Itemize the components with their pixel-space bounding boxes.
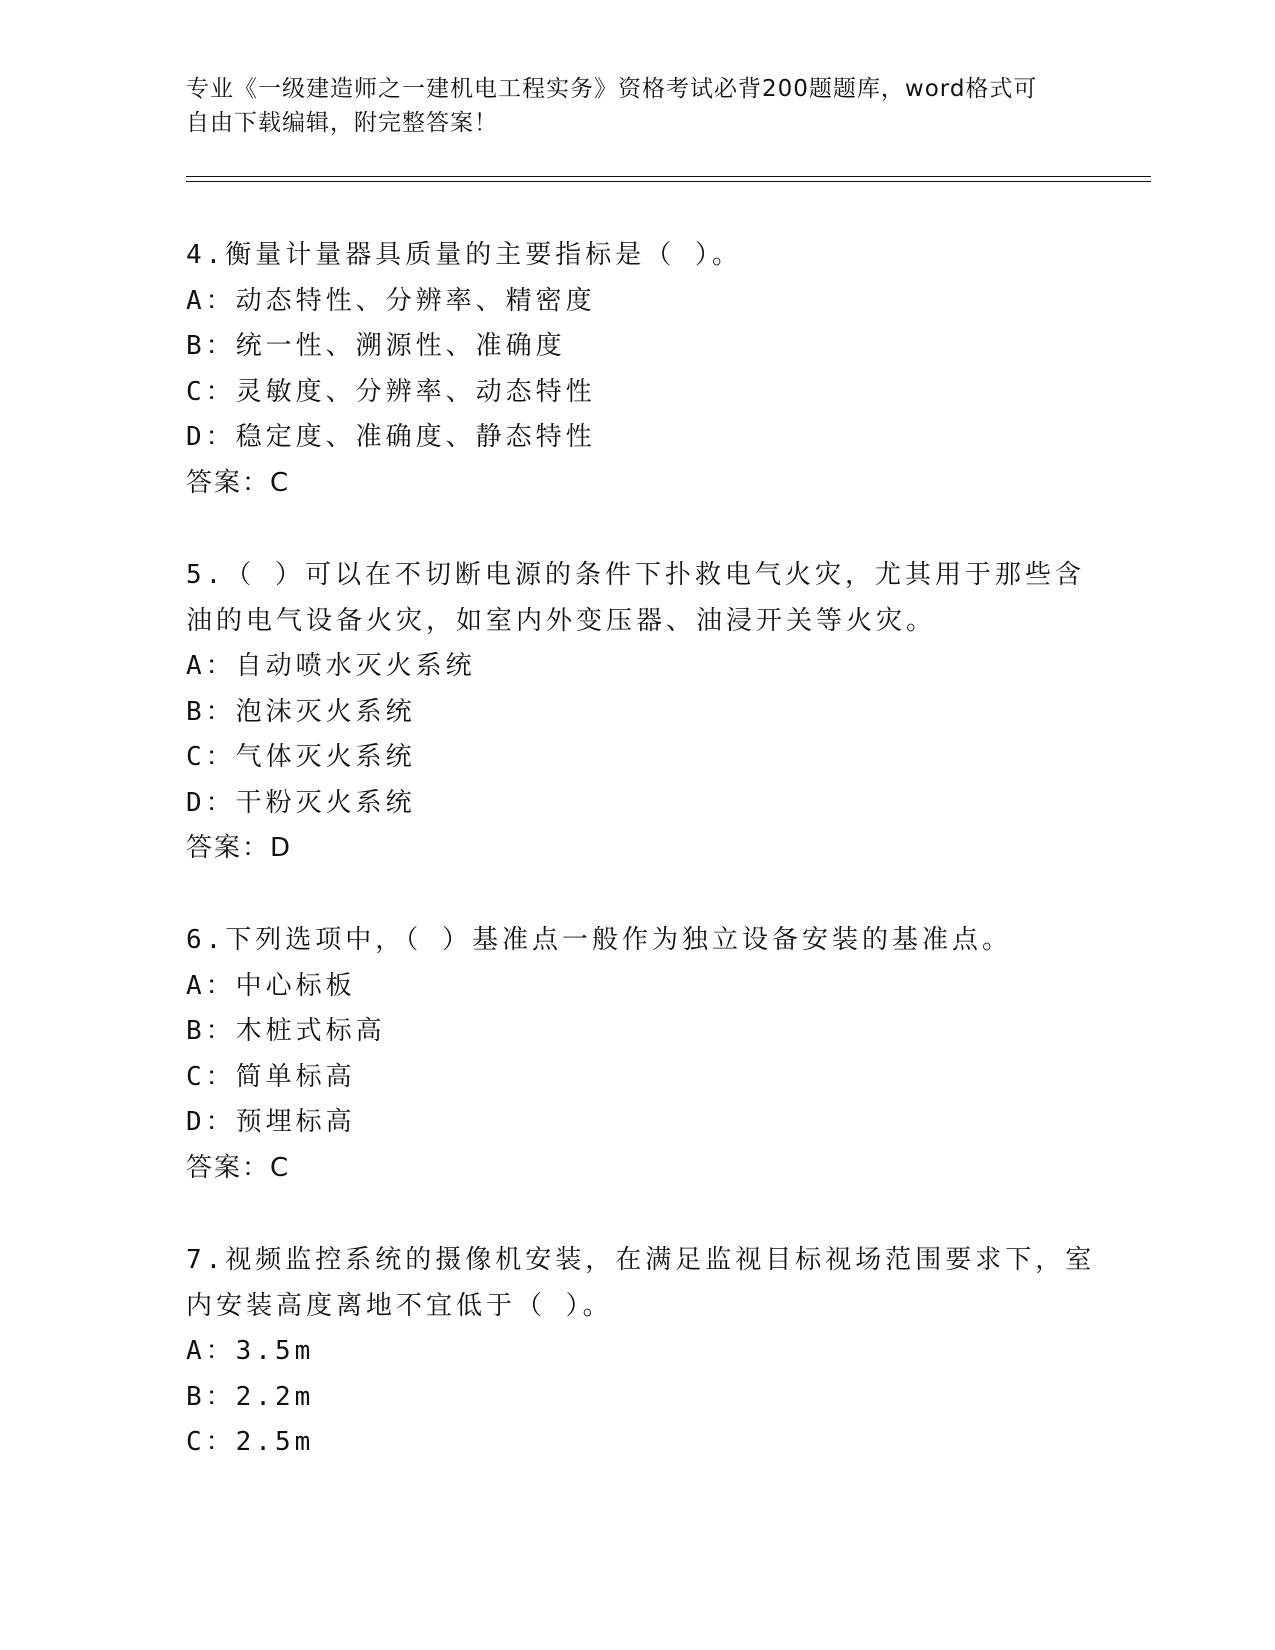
- question-4: [186, 233, 1086, 506]
- option-a: A：中心标板: [186, 970, 356, 1001]
- option-a: A：自动喷水灭火系统: [186, 651, 476, 681]
- question-stem: 7.视频监控系统的摄像机安装，在满足监视目标视场范围要求下，室: [186, 1245, 1096, 1275]
- option-d: D：干粉灭火系统: [186, 787, 416, 818]
- option-b: B：2.2m: [186, 1381, 315, 1412]
- option-b: B：木桩式标高: [186, 1016, 386, 1046]
- header-divider-bottom: [186, 181, 1151, 182]
- option-a: A：动态特性、分辨率、精密度: [186, 285, 596, 316]
- option-c: C：简单标高: [186, 1061, 356, 1092]
- option-b: B：泡沫灭火系统: [186, 696, 416, 727]
- question-stem: 5.（ ）可以在不切断电源的条件下扑救电气火灾，尤其用于那些含: [186, 560, 1085, 590]
- option-b: B：统一性、溯源性、准确度: [186, 331, 566, 361]
- question-7: [186, 1238, 1096, 1466]
- answer-label: 答案：D: [186, 833, 293, 863]
- answer-label: 答案：C: [186, 467, 291, 498]
- answer-label: 答案：C: [186, 1152, 291, 1183]
- option-d: D：稳定度、准确度、静态特性: [186, 422, 596, 452]
- question-stem: 4.衡量计量器具质量的主要指标是（ ）。: [186, 240, 742, 270]
- header-divider-top: [186, 176, 1151, 177]
- document-header: [186, 72, 1066, 140]
- option-c: C：2.5m: [186, 1427, 315, 1457]
- option-c: C：气体灭火系统: [186, 742, 416, 772]
- header-title-line-1: 专业《一级建造师之一建机电工程实务》资格考试必背200题题库，word格式可: [186, 76, 1038, 102]
- option-d: D：预埋标高: [186, 1107, 356, 1137]
- option-c: C：灵敏度、分辨率、动态特性: [186, 376, 596, 407]
- header-title-line-2: 自由下载编辑，附完整答案！: [186, 110, 498, 136]
- question-6: [186, 918, 1086, 1191]
- option-a: A：3.5m: [186, 1336, 315, 1366]
- question-stem-continued: 内安装高度离地不宜低于（ ）。: [186, 1290, 613, 1321]
- question-stem-continued: 油的电气设备火灾，如室内外变压器、油浸开关等火灾。: [186, 605, 937, 636]
- question-5: [186, 553, 1086, 872]
- question-stem: 6.下列选项中，（ ）基准点一般作为独立设备安装的基准点。: [186, 925, 1012, 955]
